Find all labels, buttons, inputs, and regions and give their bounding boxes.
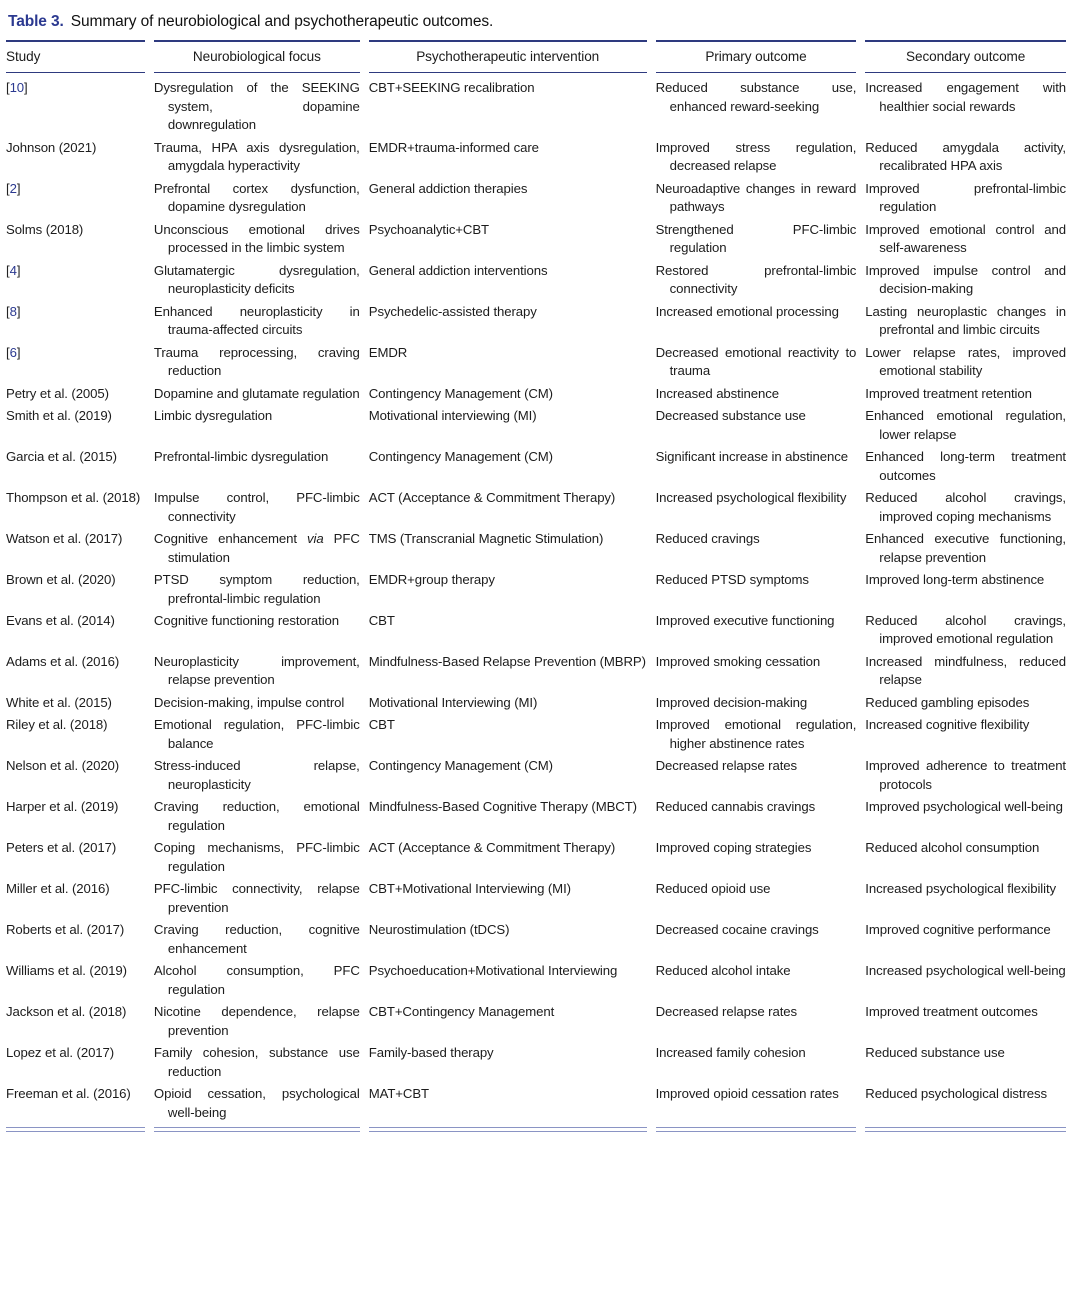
cell-study — [6, 301, 145, 342]
column-header-secondary: Secondary outcome — [865, 40, 1066, 73]
cell-study: Peters et al. (2017) — [6, 840, 117, 856]
table-row — [6, 383, 1066, 405]
cell-intervention: Mindfulness-Based Relapse Prevention (MBRP) — [368, 653, 646, 669]
cell-intervention: Mindfulness-Based Cognitive Therapy (MBCT) — [368, 799, 637, 815]
cell-study: Nelson et al. (2020) — [6, 758, 120, 774]
cell-primary: Improved opioid cessation rates — [655, 1086, 839, 1102]
cell-primary: Increased abstinence — [655, 385, 779, 401]
bottom-rule — [369, 1127, 647, 1132]
cell-secondary: Lower relapse rates, improved emotional stability — [865, 344, 1066, 379]
cell-focus: PFC-limbic connectivity, relapse prevention — [153, 881, 360, 915]
cell-intervention: General addiction therapies — [368, 180, 528, 196]
table-row — [6, 755, 1066, 796]
cell-intervention: Psychoanalytic+CBT — [368, 221, 489, 237]
table-row — [6, 569, 1066, 610]
cell-primary: Restored prefrontal-limbic connectivity — [655, 262, 857, 297]
table-row — [6, 260, 1066, 301]
table-row — [6, 342, 1066, 383]
cell-focus: PTSD symptom reduction, prefrontal-limbic regulation — [153, 572, 360, 606]
cell-secondary: Reduced alcohol cravings, improved emotional regulation — [865, 613, 1066, 647]
table-wrapper — [6, 40, 1066, 1132]
cell-intervention: Contingency Management (CM) — [368, 385, 553, 401]
citation-ref-link[interactable]: [2] — [6, 180, 21, 196]
cell-secondary: Increased psychological well-being — [865, 963, 1066, 979]
cell-secondary: Increased psychological flexibility — [865, 881, 1057, 897]
cell-primary: Decreased substance use — [655, 408, 806, 424]
table-row — [6, 610, 1066, 651]
cell-study: Petry et al. (2005) — [6, 385, 109, 401]
bottom-rule — [154, 1127, 360, 1132]
cell-study: Jackson et al. (2018) — [6, 1004, 127, 1020]
cell-intervention: ACT (Acceptance & Commitment Therapy) — [368, 840, 616, 856]
cell-study: Adams et al. (2016) — [6, 653, 120, 669]
cell-secondary: Reduced psychological distress — [865, 1086, 1048, 1102]
cell-intervention: EMDR+trauma-informed care — [368, 139, 539, 155]
citation-ref-link[interactable]: [4] — [6, 262, 21, 278]
cell-primary: Improved coping strategies — [655, 840, 812, 856]
cell-primary: Decreased relapse rates — [655, 758, 797, 774]
table-row — [6, 301, 1066, 342]
cell-intervention: Motivational interviewing (MI) — [368, 408, 537, 424]
cell-focus: Emotional regulation, PFC-limbic balance — [153, 717, 360, 751]
table-row — [6, 487, 1066, 528]
table-row — [6, 178, 1066, 219]
cell-primary: Improved emotional regulation, higher abstinence rates — [655, 717, 857, 751]
bottom-rule — [6, 1127, 145, 1132]
citation-ref-link[interactable]: [10] — [6, 80, 28, 96]
table-row — [6, 692, 1066, 714]
cell-secondary: Reduced gambling episodes — [865, 694, 1030, 710]
cell-focus: Stress-induced relapse, neuroplasticity — [153, 758, 360, 792]
table-row — [6, 878, 1066, 919]
table-row — [6, 714, 1066, 755]
cell-secondary: Reduced amygdala activity, recalibrated HPA axis — [865, 139, 1066, 174]
cell-primary: Increased family cohesion — [655, 1045, 806, 1061]
cell-secondary: Improved prefrontal-limbic regulation — [865, 180, 1066, 215]
cell-study: Freeman et al. (2016) — [6, 1086, 131, 1102]
cell-primary: Reduced PTSD symptoms — [655, 572, 809, 588]
cell-focus: Coping mechanisms, PFC-limbic regulation — [153, 840, 360, 874]
table-row — [6, 837, 1066, 878]
cell-study: White et al. (2015) — [6, 694, 112, 710]
column-header-study: Study — [6, 40, 145, 73]
table-row — [6, 446, 1066, 487]
cell-primary: Significant increase in abstinence — [655, 449, 848, 465]
cell-primary: Improved smoking cessation — [655, 653, 821, 669]
cell-primary: Reduced cannabis cravings — [655, 799, 816, 815]
cell-intervention: Contingency Management (CM) — [368, 449, 553, 465]
cell-secondary: Improved impulse control and decision-making — [865, 262, 1066, 297]
cell-study: Thompson et al. (2018) — [6, 490, 141, 506]
cell-secondary: Reduced alcohol consumption — [865, 840, 1040, 856]
cell-secondary: Lasting neuroplastic changes in prefrontal and limbic circuits — [865, 303, 1066, 338]
cell-study — [6, 260, 145, 301]
cell-secondary: Improved treatment retention — [865, 385, 1032, 401]
cell-study: Smith et al. (2019) — [6, 408, 112, 424]
cell-primary: Reduced alcohol intake — [655, 963, 791, 979]
cell-primary: Improved stress regulation, decreased relapse — [655, 139, 857, 174]
cell-study: Harper et al. (2019) — [6, 799, 119, 815]
table-label: Table 3. — [8, 13, 64, 30]
table-body — [6, 73, 1066, 1127]
citation-ref-link[interactable]: [6] — [6, 344, 21, 360]
cell-focus: Impulse control, PFC-limbic connectivity — [153, 490, 360, 524]
cell-intervention: Neurostimulation (tDCS) — [368, 922, 510, 938]
cell-focus: Glutamatergic dysregulation, neuroplasticity deficits — [153, 262, 360, 297]
cell-secondary: Improved treatment outcomes — [865, 1004, 1038, 1020]
table-row — [6, 528, 1066, 569]
cell-study: Evans et al. (2014) — [6, 613, 115, 628]
cell-focus: Dopamine and glutamate regulation — [153, 385, 360, 401]
cell-study: Riley et al. (2018) — [6, 717, 108, 733]
table-row — [6, 219, 1066, 260]
citation-ref-link[interactable]: [8] — [6, 303, 21, 319]
cell-focus: Prefrontal cortex dysfunction, dopamine dysregulation — [153, 180, 360, 215]
table-row — [6, 405, 1066, 446]
cell-intervention: Psychoeducation+Motivational Interviewing — [368, 963, 618, 979]
cell-focus: Trauma reprocessing, craving reduction — [153, 344, 360, 379]
table-row — [6, 1042, 1066, 1083]
cell-secondary: Increased engagement with healthier social rewards — [865, 80, 1066, 114]
table-row — [6, 960, 1066, 1001]
outcomes-table — [6, 40, 1066, 1132]
table-row — [6, 796, 1066, 837]
table-caption — [8, 12, 1066, 31]
cell-study: Miller et al. (2016) — [6, 881, 110, 897]
table-row — [6, 73, 1066, 136]
cell-secondary: Improved emotional control and self-awareness — [865, 221, 1066, 256]
cell-study — [6, 73, 145, 136]
cell-study: Johnson (2021) — [6, 139, 97, 155]
cell-intervention: Motivational Interviewing (MI) — [368, 694, 538, 710]
bottom-rule — [656, 1127, 857, 1132]
cell-intervention: TMS (Transcranial Magnetic Stimulation) — [368, 531, 604, 547]
cell-focus: Decision-making, impulse control — [153, 694, 345, 710]
cell-intervention: General addiction interventions — [368, 262, 548, 278]
cell-study: Lopez et al. (2017) — [6, 1045, 115, 1061]
table-row — [6, 137, 1066, 178]
column-header-focus: Neurobiological focus — [154, 40, 360, 73]
cell-intervention: MAT+CBT — [368, 1086, 429, 1102]
cell-intervention: ACT (Acceptance & Commitment Therapy) — [368, 490, 616, 506]
cell-study: Williams et al. (2019) — [6, 963, 127, 979]
cell-primary: Decreased cocaine cravings — [655, 922, 819, 938]
cell-study — [6, 178, 145, 219]
cell-focus: Dysregulation of the SEEKING system, dopamine downregulation — [153, 80, 360, 133]
cell-secondary: Enhanced long-term treatment outcomes — [865, 449, 1066, 483]
header-row — [6, 40, 1066, 73]
cell-focus: Trauma, HPA axis dysregulation, amygdala hyperactivity — [153, 139, 360, 174]
table-title: Summary of neurobiological and psychotherapeutic outcomes. — [70, 13, 494, 30]
cell-focus: Craving reduction, cognitive enhancement — [153, 922, 360, 956]
cell-focus: Opioid cessation, psychological well-being — [153, 1086, 360, 1120]
cell-study: Solms (2018) — [6, 221, 84, 237]
cell-study: Watson et al. (2017) — [6, 531, 123, 547]
table-row — [6, 1083, 1066, 1127]
cell-primary: Reduced cravings — [655, 531, 760, 547]
cell-focus: Craving reduction, emotional regulation — [153, 799, 360, 833]
cell-intervention: CBT — [368, 717, 395, 733]
cell-intervention: Contingency Management (CM) — [368, 758, 553, 774]
cell-intervention: CBT — [368, 613, 395, 628]
cell-focus: Cognitive enhancement via PFC stimulation — [153, 531, 360, 565]
cell-secondary: Improved adherence to treatment protocols — [865, 758, 1066, 792]
cell-focus: Alcohol consumption, PFC regulation — [153, 963, 360, 997]
cell-study — [6, 342, 145, 383]
cell-study: Roberts et al. (2017) — [6, 922, 125, 938]
cell-primary: Reduced opioid use — [655, 881, 771, 897]
cell-secondary: Improved psychological well-being — [865, 799, 1063, 815]
cell-primary: Neuroadaptive changes in reward pathways — [655, 180, 857, 215]
cell-focus: Limbic dysregulation — [153, 408, 273, 424]
cell-intervention: CBT+Motivational Interviewing (MI) — [368, 881, 571, 897]
cell-focus: Enhanced neuroplasticity in trauma-affected circuits — [153, 303, 360, 338]
cell-intervention: CBT+Contingency Management — [368, 1004, 555, 1020]
column-header-primary: Primary outcome — [656, 40, 857, 73]
cell-primary: Decreased relapse rates — [655, 1004, 797, 1020]
cell-intervention: Family-based therapy — [368, 1045, 494, 1061]
table-row — [6, 1001, 1066, 1042]
table-row — [6, 919, 1066, 960]
cell-primary: Increased emotional processing — [655, 303, 839, 319]
cell-secondary: Improved cognitive performance — [865, 922, 1051, 938]
cell-focus: Unconscious emotional drives processed in the limbic system — [153, 221, 360, 256]
bottom-rule-row — [6, 1127, 1066, 1132]
cell-focus: Prefrontal-limbic dysregulation — [153, 449, 329, 465]
cell-secondary: Increased cognitive flexibility — [865, 717, 1030, 733]
cell-study: Brown et al. (2020) — [6, 572, 116, 588]
cell-primary: Reduced substance use, enhanced reward-seeking — [655, 80, 857, 114]
cell-study: Garcia et al. (2015) — [6, 449, 117, 465]
cell-intervention: EMDR — [368, 344, 408, 360]
cell-focus: Family cohesion, substance use reduction — [153, 1045, 360, 1079]
column-header-intervention: Psychotherapeutic intervention — [369, 40, 647, 73]
cell-secondary: Enhanced emotional regulation, lower relapse — [865, 408, 1066, 442]
cell-intervention: EMDR+group therapy — [368, 572, 495, 588]
cell-focus: Cognitive functioning restoration — [153, 613, 340, 628]
cell-focus: Nicotine dependence, relapse prevention — [153, 1004, 360, 1038]
cell-secondary: Reduced substance use — [865, 1045, 1005, 1061]
table-row — [6, 651, 1066, 692]
cell-primary: Improved executive functioning — [655, 613, 835, 628]
cell-primary: Strengthened PFC-limbic regulation — [655, 221, 857, 256]
cell-secondary: Increased mindfulness, reduced relapse — [865, 653, 1066, 688]
cell-intervention: Psychedelic-assisted therapy — [368, 303, 537, 319]
cell-secondary: Reduced alcohol cravings, improved coping mechanisms — [865, 490, 1066, 524]
cell-secondary: Improved long-term abstinence — [865, 572, 1045, 588]
cell-secondary: Enhanced executive functioning, relapse prevention — [865, 531, 1066, 565]
cell-primary: Decreased emotional reactivity to trauma — [655, 344, 857, 379]
cell-focus: Neuroplasticity improvement, relapse prevention — [153, 653, 360, 688]
cell-primary: Improved decision-making — [655, 694, 808, 710]
bottom-rule — [865, 1127, 1066, 1132]
cell-primary: Increased psychological flexibility — [655, 490, 847, 506]
cell-intervention: CBT+SEEKING recalibration — [368, 80, 535, 96]
